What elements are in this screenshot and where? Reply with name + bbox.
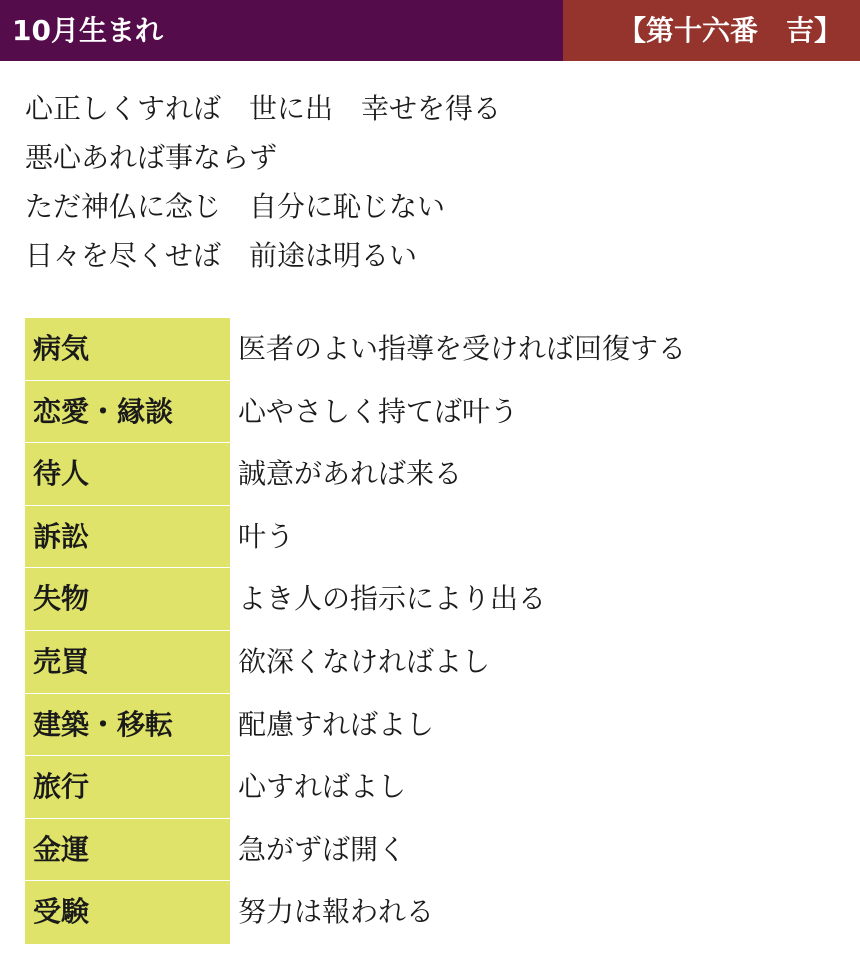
result-text: 欲深くなければよし <box>238 644 491 678</box>
poem-line: 悪心あれば事ならず <box>25 141 278 174</box>
result-text: 努力は報われる <box>238 895 435 929</box>
category-label: 失物 <box>25 568 230 630</box>
poem-line: ただ神仏に念じ 自分に恥じない <box>25 190 446 223</box>
fortune-poem <box>25 84 860 280</box>
poem-line: 日々を尽くせば 前途は明るい <box>25 239 418 272</box>
result-text: 心やさしく持てば叶う <box>238 394 519 428</box>
category-label: 売買 <box>25 631 230 693</box>
fortune-row-awaited-person <box>25 443 835 506</box>
result-text: 急がずば開く <box>238 832 407 866</box>
category-label: 金運 <box>25 819 230 881</box>
category-label: 恋愛・縁談 <box>25 381 230 443</box>
fortune-row-love <box>25 381 835 444</box>
category-label: 待人 <box>25 443 230 505</box>
result-text: よき人の指示により出る <box>238 582 547 616</box>
result-text: 叶う <box>238 519 295 553</box>
fortune-row-travel <box>25 756 835 819</box>
result-text: 心すればよし <box>238 770 407 804</box>
fortune-table <box>25 318 835 944</box>
poem-line: 心正しくすれば 世に出 幸せを得る <box>25 92 502 125</box>
result-text: 医者のよい指導を受ければ回復する <box>238 332 687 365</box>
fortune-row-exam <box>25 881 835 944</box>
category-label: 訴訟 <box>25 506 230 568</box>
fortune-row-illness <box>25 318 835 381</box>
result-text: 誠意があれば来る <box>238 457 463 491</box>
fortune-header <box>0 0 860 61</box>
fortune-number-label: 【第十六番 吉】 <box>563 0 860 61</box>
birth-month-title: 10月生まれ <box>0 0 563 61</box>
fortune-row-building-moving <box>25 694 835 757</box>
category-label: 建築・移転 <box>25 694 230 756</box>
fortune-row-trade <box>25 631 835 694</box>
result-text: 配慮すればよし <box>238 707 435 741</box>
fortune-row-lost-item <box>25 568 835 631</box>
category-label: 旅行 <box>25 756 230 818</box>
category-label: 病気 <box>25 318 230 380</box>
category-label: 受験 <box>25 881 230 944</box>
fortune-row-lawsuit <box>25 506 835 569</box>
fortune-row-money <box>25 819 835 882</box>
